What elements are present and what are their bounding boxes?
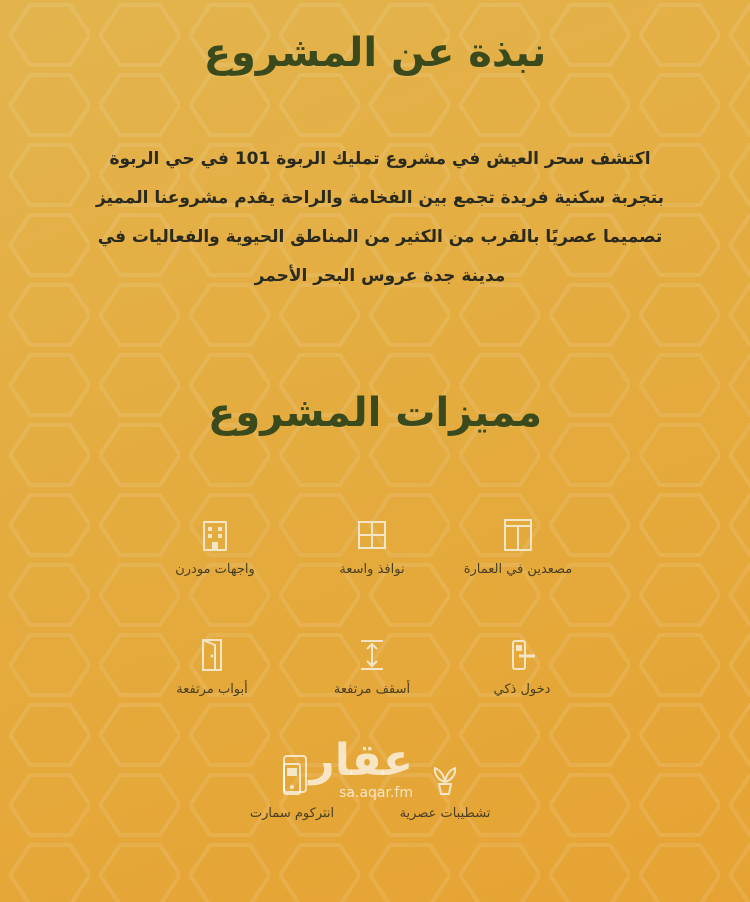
feature-label: أسقف مرتفعة [333,682,411,697]
window-icon [355,518,389,552]
building-icon [198,518,232,552]
aqar-watermark [283,735,413,805]
feature-label: دخول ذكي [493,682,551,697]
height-icon [355,638,389,672]
plant-icon [428,762,462,796]
feature-windows [287,518,457,577]
watermark-url: sa.aqar.fm [339,785,413,801]
feature-label: انتركوم سمارت [249,806,335,821]
features-title: مميزات المشروع [208,390,542,436]
about-title: نبذة عن المشروع [203,30,547,76]
feature-facades [130,518,300,577]
feature-label: واجهات مودرن [175,562,255,577]
feature-elevators [433,518,603,577]
elevator-icon [501,518,535,552]
feature-smart-entry [437,638,607,697]
feature-high-doors [127,638,297,697]
smart-lock-icon [505,638,539,672]
feature-label: تشطيبات عصرية [399,806,491,821]
door-icon [195,638,229,672]
feature-label: أبواب مرتفعة [176,682,248,697]
feature-high-ceilings [287,638,457,697]
phone-icon [283,755,307,793]
about-description: اكتشف سحر العيش في مشروع تمليك الربوة 101 في حي الربوة بتجربة سكنية فريدة تجمع بين الفخامة والراحة يقدم مشروعنا المميز تصميما عصريًا بالقرب من الكثير من المناطق الحيوية والفعاليات في مدينة جدة عروس البحر الأحمر [95,149,665,286]
feature-label: نوافذ واسعة [339,562,405,577]
feature-label: مصعدين في العمارة [463,562,573,577]
watermark-brand: عقار [309,735,413,786]
